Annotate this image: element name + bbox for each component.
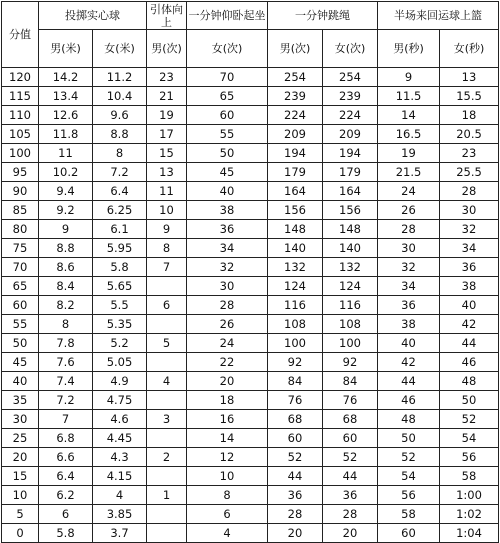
cell-pullup: 19 <box>147 106 187 125</box>
cell-rope-male: 179 <box>268 163 323 182</box>
cell-rope-female: 20 <box>323 524 378 543</box>
cell-basketball-male: 16.5 <box>378 125 440 144</box>
cell-shot-put-male: 9 <box>39 220 93 239</box>
cell-situp: 24 <box>187 334 268 353</box>
cell-basketball-male: 44 <box>378 372 440 391</box>
cell-basketball-female: 56 <box>440 448 499 467</box>
cell-basketball-female: 58 <box>440 467 499 486</box>
header-basketball: 半场来回运球上篮 <box>378 2 499 30</box>
cell-basketball-female: 48 <box>440 372 499 391</box>
cell-rope-female: 28 <box>323 505 378 524</box>
cell-rope-female: 164 <box>323 182 378 201</box>
cell-pullup <box>147 391 187 410</box>
cell-rope-male: 156 <box>268 201 323 220</box>
cell-pullup: 6 <box>147 296 187 315</box>
table-row <box>2 144 499 163</box>
cell-rope-female: 68 <box>323 410 378 429</box>
cell-shot-put-female: 6.25 <box>93 201 147 220</box>
cell-score: 10 <box>2 486 39 505</box>
table-row <box>2 410 499 429</box>
cell-shot-put-female: 7.2 <box>93 163 147 182</box>
cell-basketball-male: 38 <box>378 315 440 334</box>
cell-rope-female: 108 <box>323 315 378 334</box>
header-rope-male: 男(次) <box>268 30 323 68</box>
cell-shot-put-male: 6.2 <box>39 486 93 505</box>
cell-shot-put-female: 6.4 <box>93 182 147 201</box>
cell-basketball-female: 38 <box>440 277 499 296</box>
header-rope: 一分钟跳绳 <box>268 2 378 30</box>
cell-basketball-female: 54 <box>440 429 499 448</box>
cell-basketball-male: 50 <box>378 429 440 448</box>
cell-pullup: 15 <box>147 144 187 163</box>
cell-situp: 70 <box>187 68 268 87</box>
cell-pullup: 21 <box>147 87 187 106</box>
cell-shot-put-male: 7 <box>39 410 93 429</box>
table-row <box>2 220 499 239</box>
cell-rope-male: 20 <box>268 524 323 543</box>
cell-basketball-female: 20.5 <box>440 125 499 144</box>
cell-basketball-male: 30 <box>378 239 440 258</box>
cell-shot-put-female: 5.5 <box>93 296 147 315</box>
cell-shot-put-male: 8.8 <box>39 239 93 258</box>
cell-rope-female: 224 <box>323 106 378 125</box>
table-row <box>2 429 499 448</box>
cell-score: 110 <box>2 106 39 125</box>
cell-basketball-female: 44 <box>440 334 499 353</box>
cell-basketball-female: 42 <box>440 315 499 334</box>
cell-basketball-male: 54 <box>378 467 440 486</box>
cell-rope-female: 92 <box>323 353 378 372</box>
cell-rope-female: 179 <box>323 163 378 182</box>
cell-pullup: 2 <box>147 448 187 467</box>
cell-basketball-female: 40 <box>440 296 499 315</box>
cell-rope-male: 100 <box>268 334 323 353</box>
header-situp-unit: 女(次) <box>187 30 268 68</box>
cell-situp: 40 <box>187 182 268 201</box>
header-shot-put-female: 女(米) <box>93 30 147 68</box>
table-row <box>2 315 499 334</box>
header-pullup-unit: 男(次) <box>147 30 187 68</box>
cell-basketball-male: 40 <box>378 334 440 353</box>
cell-situp: 22 <box>187 353 268 372</box>
cell-rope-male: 36 <box>268 486 323 505</box>
cell-rope-male: 108 <box>268 315 323 334</box>
cell-shot-put-female: 4.15 <box>93 467 147 486</box>
cell-situp: 8 <box>187 486 268 505</box>
header-basketball-male: 男(秒) <box>378 30 440 68</box>
table-row <box>2 372 499 391</box>
cell-score: 30 <box>2 410 39 429</box>
cell-rope-male: 44 <box>268 467 323 486</box>
cell-rope-female: 100 <box>323 334 378 353</box>
cell-shot-put-male: 8.4 <box>39 277 93 296</box>
cell-shot-put-male: 8.2 <box>39 296 93 315</box>
cell-score: 15 <box>2 467 39 486</box>
cell-pullup <box>147 505 187 524</box>
cell-rope-male: 76 <box>268 391 323 410</box>
cell-rope-male: 164 <box>268 182 323 201</box>
cell-rope-female: 60 <box>323 429 378 448</box>
cell-shot-put-male: 9.2 <box>39 201 93 220</box>
cell-situp: 34 <box>187 239 268 258</box>
cell-basketball-female: 30 <box>440 201 499 220</box>
table-row <box>2 448 499 467</box>
cell-rope-male: 116 <box>268 296 323 315</box>
cell-rope-male: 52 <box>268 448 323 467</box>
cell-situp: 10 <box>187 467 268 486</box>
cell-situp: 4 <box>187 524 268 543</box>
cell-score: 65 <box>2 277 39 296</box>
cell-rope-female: 140 <box>323 239 378 258</box>
cell-situp: 50 <box>187 144 268 163</box>
cell-basketball-male: 48 <box>378 410 440 429</box>
cell-rope-male: 92 <box>268 353 323 372</box>
header-situp: 一分钟仰卧起坐 <box>187 2 268 30</box>
table-row <box>2 296 499 315</box>
cell-score: 90 <box>2 182 39 201</box>
cell-shot-put-female: 6.1 <box>93 220 147 239</box>
cell-shot-put-female: 5.35 <box>93 315 147 334</box>
cell-shot-put-female: 5.2 <box>93 334 147 353</box>
table-row <box>2 182 499 201</box>
cell-situp: 6 <box>187 505 268 524</box>
cell-pullup <box>147 467 187 486</box>
cell-rope-female: 52 <box>323 448 378 467</box>
cell-score: 75 <box>2 239 39 258</box>
cell-situp: 38 <box>187 201 268 220</box>
cell-shot-put-male: 5.8 <box>39 524 93 543</box>
cell-situp: 65 <box>187 87 268 106</box>
table-row <box>2 87 499 106</box>
header-pullup: 引体向上 <box>147 2 187 30</box>
header-rope-female: 女(次) <box>323 30 378 68</box>
cell-shot-put-female: 4 <box>93 486 147 505</box>
header-score: 分值 <box>2 2 39 68</box>
cell-rope-male: 28 <box>268 505 323 524</box>
cell-score: 115 <box>2 87 39 106</box>
cell-shot-put-male: 13.4 <box>39 87 93 106</box>
cell-shot-put-female: 9.6 <box>93 106 147 125</box>
cell-situp: 45 <box>187 163 268 182</box>
cell-rope-female: 156 <box>323 201 378 220</box>
cell-basketball-male: 24 <box>378 182 440 201</box>
cell-rope-male: 132 <box>268 258 323 277</box>
cell-score: 40 <box>2 372 39 391</box>
cell-pullup <box>147 277 187 296</box>
cell-situp: 12 <box>187 448 268 467</box>
cell-shot-put-female: 10.4 <box>93 87 147 106</box>
cell-score: 45 <box>2 353 39 372</box>
cell-pullup <box>147 429 187 448</box>
cell-pullup <box>147 524 187 543</box>
cell-rope-female: 239 <box>323 87 378 106</box>
cell-shot-put-male: 9.4 <box>39 182 93 201</box>
cell-basketball-male: 19 <box>378 144 440 163</box>
cell-shot-put-male: 7.4 <box>39 372 93 391</box>
cell-basketball-male: 52 <box>378 448 440 467</box>
cell-rope-male: 194 <box>268 144 323 163</box>
cell-basketball-female: 1:00 <box>440 486 499 505</box>
cell-rope-male: 148 <box>268 220 323 239</box>
cell-score: 85 <box>2 201 39 220</box>
cell-situp: 14 <box>187 429 268 448</box>
cell-rope-female: 84 <box>323 372 378 391</box>
cell-basketball-male: 56 <box>378 486 440 505</box>
cell-score: 60 <box>2 296 39 315</box>
cell-rope-female: 209 <box>323 125 378 144</box>
cell-score: 50 <box>2 334 39 353</box>
cell-basketball-male: 21.5 <box>378 163 440 182</box>
cell-score: 35 <box>2 391 39 410</box>
cell-rope-female: 36 <box>323 486 378 505</box>
header-shot-put-male: 男(米) <box>39 30 93 68</box>
cell-rope-female: 148 <box>323 220 378 239</box>
cell-rope-male: 140 <box>268 239 323 258</box>
cell-rope-male: 124 <box>268 277 323 296</box>
table-row <box>2 486 499 505</box>
cell-shot-put-male: 7.2 <box>39 391 93 410</box>
cell-rope-male: 224 <box>268 106 323 125</box>
cell-situp: 36 <box>187 220 268 239</box>
cell-shot-put-male: 8.6 <box>39 258 93 277</box>
cell-shot-put-male: 7.6 <box>39 353 93 372</box>
cell-basketball-female: 52 <box>440 410 499 429</box>
cell-basketball-female: 36 <box>440 258 499 277</box>
cell-shot-put-female: 3.85 <box>93 505 147 524</box>
cell-shot-put-male: 7.8 <box>39 334 93 353</box>
cell-pullup: 11 <box>147 182 187 201</box>
cell-shot-put-male: 6.6 <box>39 448 93 467</box>
score-table-body <box>2 68 499 543</box>
cell-shot-put-male: 6 <box>39 505 93 524</box>
cell-shot-put-male: 10.2 <box>39 163 93 182</box>
cell-shot-put-female: 8 <box>93 144 147 163</box>
cell-score: 20 <box>2 448 39 467</box>
cell-shot-put-female: 4.3 <box>93 448 147 467</box>
cell-score: 5 <box>2 505 39 524</box>
cell-situp: 55 <box>187 125 268 144</box>
cell-basketball-male: 14 <box>378 106 440 125</box>
cell-shot-put-female: 5.05 <box>93 353 147 372</box>
cell-basketball-female: 32 <box>440 220 499 239</box>
cell-rope-male: 239 <box>268 87 323 106</box>
cell-basketball-female: 13 <box>440 68 499 87</box>
cell-basketball-male: 28 <box>378 220 440 239</box>
cell-shot-put-female: 5.8 <box>93 258 147 277</box>
cell-pullup: 7 <box>147 258 187 277</box>
cell-basketball-female: 15.5 <box>440 87 499 106</box>
cell-pullup: 13 <box>147 163 187 182</box>
table-row <box>2 391 499 410</box>
table-row <box>2 505 499 524</box>
cell-situp: 30 <box>187 277 268 296</box>
cell-situp: 60 <box>187 106 268 125</box>
cell-score: 105 <box>2 125 39 144</box>
cell-shot-put-male: 11 <box>39 144 93 163</box>
cell-rope-female: 76 <box>323 391 378 410</box>
cell-basketball-male: 46 <box>378 391 440 410</box>
cell-shot-put-female: 4.75 <box>93 391 147 410</box>
cell-shot-put-male: 6.4 <box>39 467 93 486</box>
cell-pullup: 17 <box>147 125 187 144</box>
score-table <box>1 1 499 543</box>
table-row <box>2 353 499 372</box>
cell-basketball-male: 42 <box>378 353 440 372</box>
cell-shot-put-male: 14.2 <box>39 68 93 87</box>
cell-pullup: 4 <box>147 372 187 391</box>
cell-situp: 26 <box>187 315 268 334</box>
cell-basketball-female: 18 <box>440 106 499 125</box>
cell-basketball-female: 1:04 <box>440 524 499 543</box>
cell-situp: 20 <box>187 372 268 391</box>
cell-score: 80 <box>2 220 39 239</box>
cell-score: 95 <box>2 163 39 182</box>
cell-shot-put-female: 5.65 <box>93 277 147 296</box>
cell-basketball-male: 11.5 <box>378 87 440 106</box>
cell-shot-put-female: 4.9 <box>93 372 147 391</box>
header-shot-put: 投掷实心球 <box>39 2 147 30</box>
cell-shot-put-male: 11.8 <box>39 125 93 144</box>
cell-rope-male: 254 <box>268 68 323 87</box>
cell-basketball-male: 58 <box>378 505 440 524</box>
cell-basketball-female: 28 <box>440 182 499 201</box>
cell-pullup <box>147 353 187 372</box>
cell-pullup: 3 <box>147 410 187 429</box>
cell-score: 25 <box>2 429 39 448</box>
table-row <box>2 467 499 486</box>
cell-rope-female: 124 <box>323 277 378 296</box>
cell-pullup: 1 <box>147 486 187 505</box>
cell-pullup: 8 <box>147 239 187 258</box>
cell-shot-put-female: 4.6 <box>93 410 147 429</box>
cell-pullup: 9 <box>147 220 187 239</box>
cell-rope-female: 254 <box>323 68 378 87</box>
cell-situp: 16 <box>187 410 268 429</box>
cell-rope-male: 68 <box>268 410 323 429</box>
cell-rope-female: 116 <box>323 296 378 315</box>
cell-shot-put-female: 5.95 <box>93 239 147 258</box>
table-row <box>2 163 499 182</box>
cell-rope-female: 44 <box>323 467 378 486</box>
cell-basketball-female: 23 <box>440 144 499 163</box>
table-row <box>2 334 499 353</box>
cell-rope-male: 209 <box>268 125 323 144</box>
cell-score: 0 <box>2 524 39 543</box>
cell-situp: 32 <box>187 258 268 277</box>
cell-basketball-male: 9 <box>378 68 440 87</box>
cell-situp: 18 <box>187 391 268 410</box>
cell-basketball-female: 46 <box>440 353 499 372</box>
cell-shot-put-female: 11.2 <box>93 68 147 87</box>
table-row <box>2 68 499 87</box>
cell-rope-male: 60 <box>268 429 323 448</box>
cell-rope-male: 84 <box>268 372 323 391</box>
cell-score: 120 <box>2 68 39 87</box>
cell-rope-female: 194 <box>323 144 378 163</box>
cell-basketball-male: 32 <box>378 258 440 277</box>
cell-situp: 28 <box>187 296 268 315</box>
cell-basketball-male: 36 <box>378 296 440 315</box>
table-row <box>2 258 499 277</box>
cell-basketball-female: 34 <box>440 239 499 258</box>
cell-shot-put-male: 6.8 <box>39 429 93 448</box>
cell-pullup <box>147 315 187 334</box>
cell-score: 100 <box>2 144 39 163</box>
cell-shot-put-female: 4.45 <box>93 429 147 448</box>
table-row <box>2 239 499 258</box>
cell-shot-put-male: 12.6 <box>39 106 93 125</box>
table-row <box>2 201 499 220</box>
table-row <box>2 106 499 125</box>
cell-basketball-female: 1:02 <box>440 505 499 524</box>
cell-shot-put-female: 3.7 <box>93 524 147 543</box>
cell-pullup: 23 <box>147 68 187 87</box>
table-row <box>2 277 499 296</box>
cell-shot-put-female: 8.8 <box>93 125 147 144</box>
cell-basketball-female: 50 <box>440 391 499 410</box>
cell-basketball-male: 26 <box>378 201 440 220</box>
table-row <box>2 524 499 543</box>
cell-shot-put-male: 8 <box>39 315 93 334</box>
table-row <box>2 125 499 144</box>
cell-rope-female: 132 <box>323 258 378 277</box>
cell-basketball-female: 25.5 <box>440 163 499 182</box>
cell-basketball-male: 34 <box>378 277 440 296</box>
cell-score: 70 <box>2 258 39 277</box>
header-basketball-female: 女(秒) <box>440 30 499 68</box>
cell-pullup: 10 <box>147 201 187 220</box>
cell-score: 55 <box>2 315 39 334</box>
cell-basketball-male: 60 <box>378 524 440 543</box>
cell-pullup: 5 <box>147 334 187 353</box>
